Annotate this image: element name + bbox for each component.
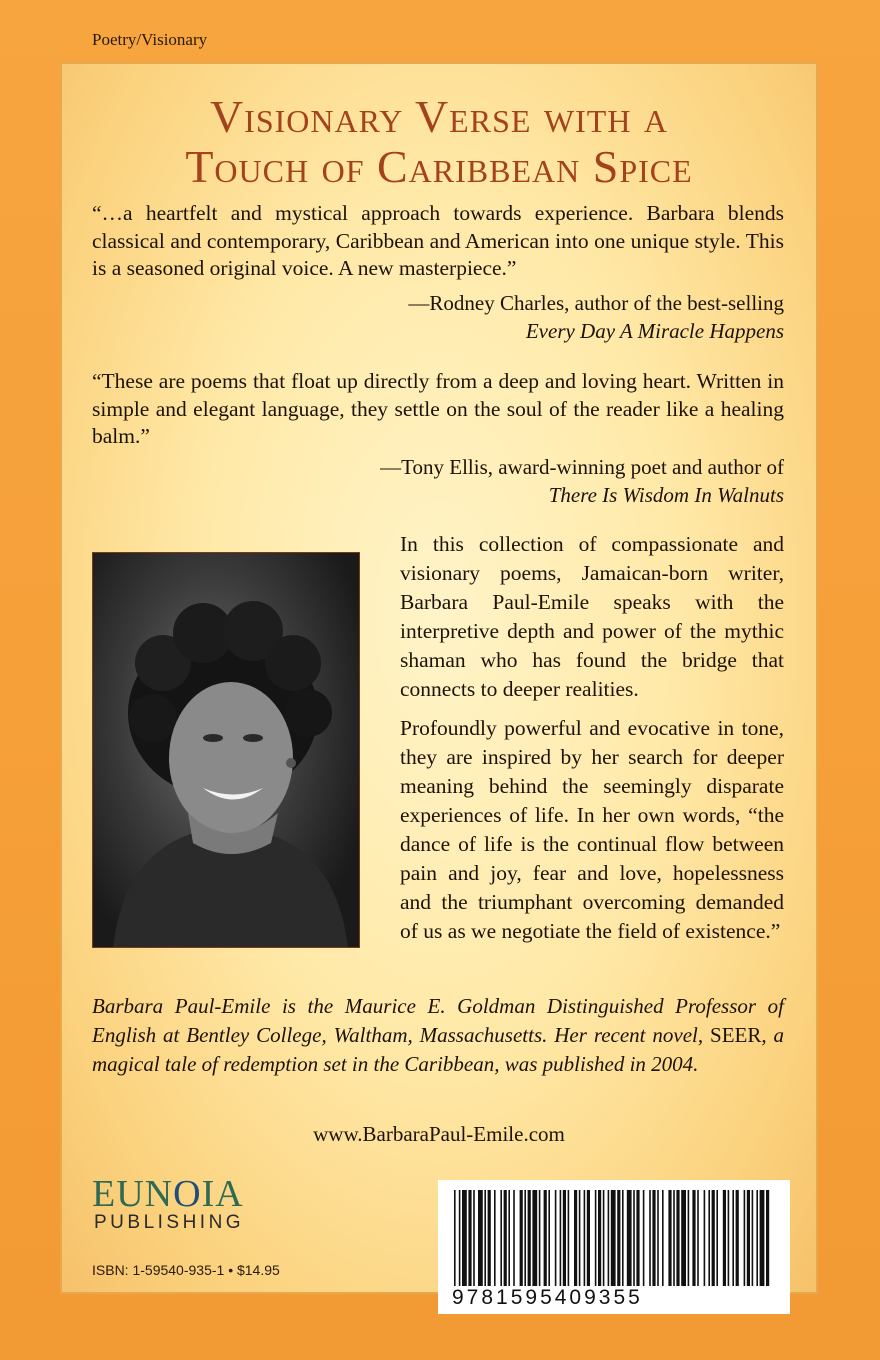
barcode-bar	[579, 1190, 581, 1286]
headline-line-1: Visionary Verse with a	[209, 91, 669, 142]
barcode-bar	[708, 1190, 710, 1286]
barcode-bar	[692, 1190, 695, 1286]
barcode-bar	[563, 1190, 566, 1286]
publisher-logo	[92, 1172, 244, 1216]
barcode-bar	[611, 1190, 616, 1286]
barcode-bar	[539, 1190, 541, 1286]
isbn-price: ISBN: 1-59540-935-1 • $14.95	[92, 1262, 280, 1278]
barcode-bar	[560, 1190, 562, 1286]
barcode-bar	[568, 1190, 570, 1286]
review-attribution-2: —Tony Ellis, award-winning poet and author of	[380, 455, 784, 479]
barcode-bar	[595, 1190, 597, 1286]
barcode-bar	[752, 1190, 754, 1286]
headline-line-2: Touch of Caribbean Spice	[185, 141, 693, 192]
bio-text-2: a magical tale of redemption set in the Caribbean, was published in 2004.	[92, 1023, 784, 1076]
barcode-bar	[520, 1190, 523, 1286]
barcode-bar	[528, 1190, 531, 1286]
barcode-bar	[697, 1190, 699, 1286]
barcode-bar	[643, 1190, 645, 1286]
barcode-bar	[468, 1190, 471, 1286]
logo-text-post: IA	[201, 1173, 244, 1215]
bio-text-1: Barbara Paul-Emile is the Maurice E. Goldman Distinguished Professor of English at Bentley College, Waltham, Massachusetts. Her recent novel,	[92, 994, 784, 1047]
barcode-bar	[574, 1190, 577, 1286]
barcode-bar	[584, 1190, 586, 1286]
barcode-digits: 9781595409355	[452, 1286, 643, 1309]
barcode-bar	[668, 1190, 671, 1286]
description-paragraph-1: In this collection of compassionate and visionary poems, Jamaican-born writer, Barbara Paul-Emile speaks with the interpretive depth and power of the mythic shaman who has found the bridge that connects to deeper realities.	[400, 532, 784, 701]
barcode-bar	[760, 1190, 765, 1286]
barcode-bar	[555, 1190, 557, 1286]
barcode-bar	[736, 1190, 739, 1286]
barcode-bar	[688, 1190, 690, 1286]
barcode-bar	[459, 1190, 461, 1286]
author-website-link[interactable]: www.BarbaraPaul-Emile.com	[313, 1122, 565, 1146]
barcode-bar	[524, 1190, 526, 1286]
review-work-2: There Is Wisdom In Walnuts	[548, 483, 784, 507]
barcode-bar	[508, 1190, 510, 1286]
barcode-bar	[454, 1190, 456, 1286]
barcode-bars	[450, 1190, 778, 1286]
barcode-bar	[652, 1190, 655, 1286]
barcode-bar	[657, 1190, 659, 1286]
barcode-bar	[513, 1190, 515, 1286]
barcode-bar	[462, 1190, 467, 1286]
category-label: Poetry/Visionary	[92, 30, 208, 49]
barcode-bar	[712, 1190, 715, 1286]
barcode-bar	[488, 1190, 491, 1286]
barcode-bar	[723, 1190, 726, 1286]
barcode-bar	[744, 1190, 746, 1286]
bio-novel-title: SEER,	[710, 1023, 767, 1047]
barcode-bar	[732, 1190, 734, 1286]
author-photo	[92, 552, 360, 948]
barcode-bar	[636, 1190, 639, 1286]
barcode-bar	[544, 1190, 547, 1286]
barcode-bar	[598, 1190, 601, 1286]
barcode-bar	[548, 1190, 550, 1286]
barcode-bar	[649, 1190, 651, 1286]
barcode-bar	[681, 1190, 686, 1286]
barcode-bar	[587, 1190, 590, 1286]
barcode-bar	[622, 1190, 624, 1286]
barcode-bar	[662, 1190, 664, 1286]
barcode-bar	[494, 1190, 496, 1286]
publisher-logo-subtitle: PUBLISHING	[94, 1212, 245, 1233]
barcode-bar	[766, 1190, 769, 1286]
barcode-bar	[532, 1190, 537, 1286]
review-quote-2: “These are poems that float up directly from a deep and loving heart. Written in simple and elegant language, they settle on the soul of the reader like a healing balm.”	[92, 369, 784, 448]
barcode-bar	[500, 1190, 502, 1286]
barcode-bar	[617, 1190, 620, 1286]
barcode-bar	[608, 1190, 610, 1286]
barcode-bar	[484, 1190, 486, 1286]
barcode-bar	[676, 1190, 679, 1286]
logo-text-o: O	[173, 1173, 202, 1215]
barcode-bar	[747, 1190, 750, 1286]
barcode	[438, 1180, 790, 1314]
barcode-bar	[633, 1190, 635, 1286]
barcode-bar	[473, 1190, 475, 1286]
author-bio	[92, 992, 784, 1079]
barcode-bar	[704, 1190, 706, 1286]
barcode-bar	[716, 1190, 718, 1286]
barcode-bar	[478, 1190, 483, 1286]
barcode-bar	[627, 1190, 632, 1286]
barcode-bar	[728, 1190, 730, 1286]
barcode-bar	[673, 1190, 675, 1286]
description-paragraph-2: Profoundly powerful and evocative in tone, they are inspired by her search for deeper meaning behind the seemingly disparate experiences of life. In her own words, “the dance of life is the continual flow between pain and joy, fear and love, hopelessness and the triumphant overcoming demanded of us as we negotiate the field of existence.”	[400, 716, 784, 943]
barcode-bar	[504, 1190, 507, 1286]
barcode-bar	[756, 1190, 758, 1286]
barcode-bar	[603, 1190, 605, 1286]
review-attribution-1: —Rodney Charles, author of the best-selling	[408, 291, 784, 315]
review-quote-1: “…a heartfelt and mystical approach towards experience. Barbara blends classical and contemporary, Caribbean and American into one unique style. This is a seasoned original voice. A new masterpiece.”	[92, 201, 784, 280]
review-work-1: Every Day A Miracle Happens	[525, 319, 784, 343]
logo-text-pre: EUN	[92, 1173, 174, 1215]
